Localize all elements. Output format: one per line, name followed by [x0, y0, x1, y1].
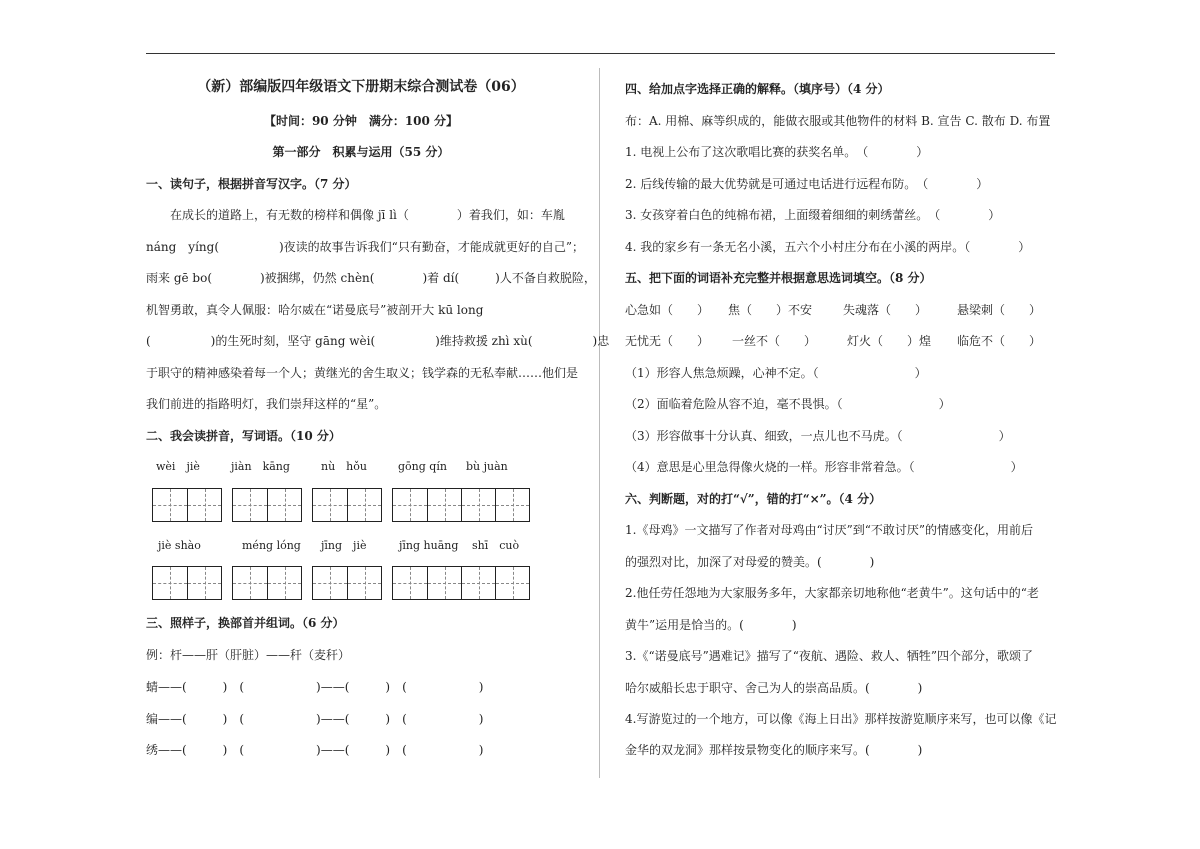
- section-3-heading: 三、照样子，换部首并组词。（6 分）: [146, 616, 345, 630]
- part-heading: 第一部分 积累与运用（55 分）: [272, 145, 450, 159]
- pinyin-label: jīng huāng: [399, 539, 459, 552]
- section-6-line: 哈尔威船长忠于职守、舍己为人的崇高品质。( ): [625, 681, 923, 695]
- writing-grid[interactable]: [152, 488, 222, 522]
- section-1-line: ( )的生死时刻，坚守 gāng wèi( )维持救援 zhì xù( )忠: [146, 334, 610, 348]
- section-3-row: 蜻——( ) ( )——( ) ( ): [146, 680, 484, 694]
- pinyin-label: shī cuò: [472, 539, 520, 552]
- section-4-item: 3. 女孩穿着白色的纯棉布裙，上面缀着细细的刺绣蕾丝。 （ ）: [625, 208, 1001, 222]
- pinyin-label: bù juàn: [466, 460, 508, 473]
- pinyin-label: jīng jiè: [321, 539, 367, 552]
- section-5-item: （2）面临着危险从容不迫，毫不畏惧。（ ）: [625, 397, 951, 411]
- idiom-blank: 灯火（ ）煌: [847, 334, 932, 348]
- section-1-line: náng yíng( )夜读的故事告诉我们“只有勤奋，才能成就更好的自己”；: [146, 240, 584, 254]
- writing-grid[interactable]: [232, 566, 302, 600]
- column-divider: [599, 68, 600, 778]
- section-6-line: 黄牛”运用是恰当的。( ): [625, 618, 797, 632]
- section-5-item: （1）形容人焦急烦躁，心神不定。（ ）: [625, 366, 927, 380]
- writing-grid[interactable]: [232, 488, 302, 522]
- section-1-line: 我们前进的指路明灯，我们崇拜这样的“星”。: [146, 397, 387, 411]
- section-6-line: 4.写游览过的一个地方，可以像《海上日出》那样按游览顺序来写，也可以像《记: [625, 712, 1057, 726]
- section-6-line: 2.他任劳任怨地为大家服务多年，大家都亲切地称他“老黄牛”。这句话中的“老: [625, 586, 1039, 600]
- pinyin-label: jiè shào: [158, 539, 201, 552]
- section-2-heading: 二、我会读拼音，写词语。（10 分）: [146, 429, 341, 443]
- section-1-heading: 一、读句子，根据拼音写汉字。（7 分）: [146, 177, 357, 191]
- idiom-blank: 焦（ ）不安: [728, 303, 813, 317]
- section-5-heading: 五、把下面的词语补充完整并根据意思选词填空。（8 分）: [625, 271, 932, 285]
- pinyin-label: gōng qín: [398, 460, 447, 473]
- top-rule: [146, 53, 1055, 54]
- pinyin-label: méng lóng: [242, 539, 301, 552]
- writing-grid[interactable]: [392, 488, 530, 522]
- section-4-item: 1. 电视上公布了这次歌唱比赛的获奖名单。 （ ）: [625, 145, 929, 159]
- section-3-example: 例：杆——肝（肝脏）——秆（麦秆）: [146, 648, 351, 662]
- section-1-line: 雨来 gē bo( )被捆绑，仍然 chèn( )着 dí( )人不备自救脱险，: [146, 271, 596, 285]
- section-4-item: 2. 后线传输的最大优势就是可通过电话进行远程布防。 （ ）: [625, 177, 989, 191]
- page-title: （新）部编版四年级语文下册期末综合测试卷（06）: [197, 79, 525, 95]
- pinyin-label: wèi jiè: [156, 460, 200, 473]
- section-6-line: 3.《“诺曼底号”遇难记》描写了“夜航、遇险、救人、牺牲”四个部分，歌颂了: [625, 649, 1033, 663]
- section-5-item: （4）意思是心里急得像火烧的一样。形容非常着急。（ ）: [625, 460, 1023, 474]
- section-4-definition: 布：A. 用棉、麻等织成的，能做衣服或其他物件的材料 B. 宣告 C. 散布 D. 布置: [625, 114, 1051, 128]
- idiom-blank: 失魂落（ ）: [843, 303, 928, 317]
- section-5-item: （3）形容做事十分认真、细致，一点儿也不马虎。（ ）: [625, 429, 1011, 443]
- writing-grid[interactable]: [152, 566, 222, 600]
- section-6-line: 的强烈对比，加深了对母爱的赞美。( ): [625, 555, 875, 569]
- writing-grid[interactable]: [312, 488, 382, 522]
- idiom-blank: 悬梁刺（ ）: [957, 303, 1042, 317]
- section-6-line: 金华的双龙洞》那样按景物变化的顺序来写。( ): [625, 743, 923, 757]
- section-4-item: 4. 我的家乡有一条无名小溪，五六个小村庄分布在小溪的两岸。（ ）: [625, 240, 1031, 254]
- section-6-heading: 六、判断题，对的打“√”，错的打“×”。（4 分）: [625, 492, 882, 506]
- section-3-row: 编——( ) ( )——( ) ( ): [146, 712, 484, 726]
- section-6-line: 1.《母鸡》一文描写了作者对母鸡由“讨厌”到“不敢讨厌”的情感变化，用前后: [625, 523, 1033, 537]
- section-1-line: 在成长的道路上，有无数的榜样和偶像 jī lì（ ）着我们，如：车胤: [146, 208, 565, 222]
- section-4-heading: 四、给加点字选择正确的解释。（填序号）（4 分）: [625, 82, 890, 96]
- idiom-blank: 心急如（ ）: [625, 303, 710, 317]
- exam-meta: 【时间：90 分钟 满分：100 分】: [263, 114, 459, 128]
- writing-grid[interactable]: [312, 566, 382, 600]
- idiom-blank: 一丝不（ ）: [732, 334, 817, 348]
- pinyin-label: jiàn kāng: [231, 460, 290, 473]
- writing-grid[interactable]: [392, 566, 530, 600]
- section-1-line: 机智勇敢，真令人佩服：哈尔威在“诺曼底号”被剖开大 kū long: [146, 303, 484, 317]
- section-3-row: 绣——( ) ( )——( ) ( ): [146, 743, 484, 757]
- idiom-blank: 临危不（ ）: [957, 334, 1042, 348]
- pinyin-label: nù hǒu: [321, 460, 367, 473]
- idiom-blank: 无忧无（ ）: [625, 334, 710, 348]
- section-1-line: 于职守的精神感染着每一个人；黄继光的舍生取义；钱学森的无私奉献……他们是: [146, 366, 579, 380]
